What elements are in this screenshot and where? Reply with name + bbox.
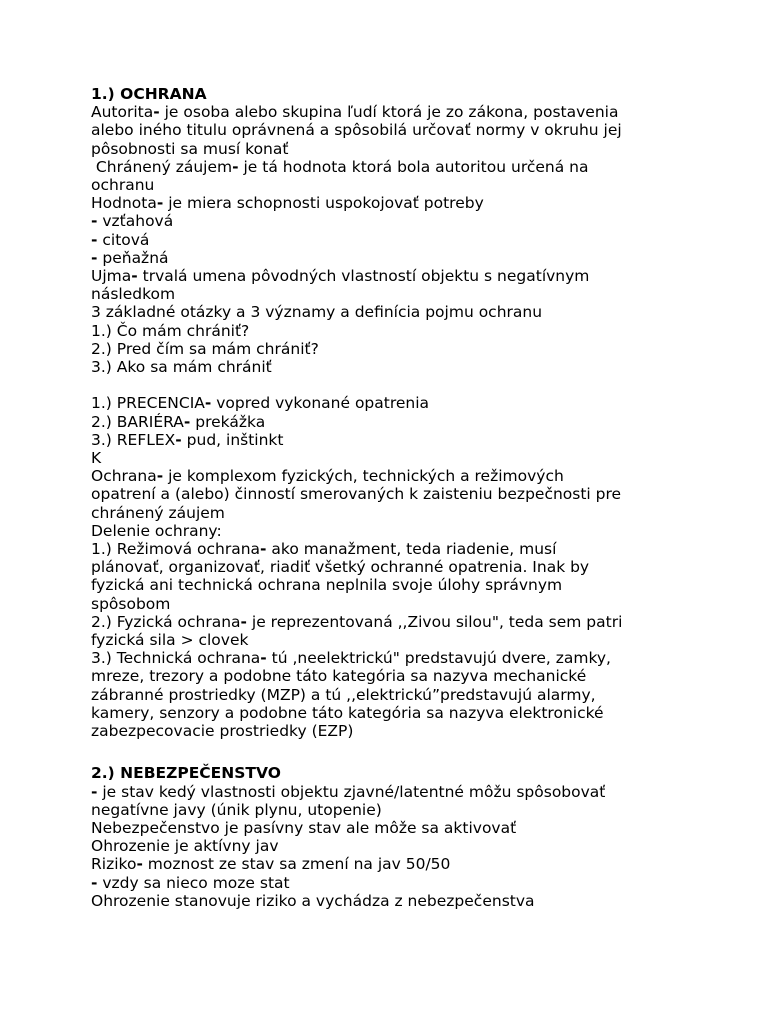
fyzicka-line-1: 2.) Fyzická ochrana- je reprezentovaná ,,Zivou silou", teda sem patri bbox=[91, 612, 623, 631]
term-riziko: Riziko bbox=[91, 855, 137, 874]
autorita-line-1: Autorita- je osoba alebo skupina ľudí ktorá je zo zákona, postavenia bbox=[91, 103, 619, 122]
term-hodnota: Hodnota bbox=[91, 194, 157, 213]
technicka-line-4: kamery, senzory a podobne táto kategória sa nazyva elektronické bbox=[91, 703, 604, 722]
stray-letter: K bbox=[91, 449, 102, 468]
rezimova-line-3: fyzická ani technická ochrana neplnila svoje úlohy správnym bbox=[91, 576, 563, 595]
delenie-ochrany: Delenie ochrany: bbox=[91, 521, 222, 540]
dash: - bbox=[91, 782, 98, 801]
nebezpecenstvo-def-line-1: - je stav kedý vlastnosti objektu zjavné/latentné môžu spôsobovať bbox=[91, 782, 606, 801]
section-heading-nebezpecenstvo: 2.) NEBEZPEČENSTVO bbox=[91, 764, 281, 783]
meaning-item: 3.) REFLEX- pud, inštinkt bbox=[91, 430, 284, 449]
technicka-line-5: zabezpecovacie prostriedky (EZP) bbox=[91, 722, 354, 741]
dash: - bbox=[260, 540, 267, 559]
ujma-line-2: následkom bbox=[91, 285, 176, 304]
question-item: 1.) Čo mám chrániť? bbox=[91, 321, 250, 340]
aktivny-jav-line: Ohrozenie je aktívny jav bbox=[91, 837, 279, 856]
technicka-line-2: mreze, trezory a podobne táto kategória sa nazyva mechanické bbox=[91, 667, 587, 686]
meaning-item: 2.) BARIÉRA- prekážka bbox=[91, 412, 266, 431]
hodnota-line: Hodnota- je miera schopnosti uspokojovať potreby bbox=[91, 194, 484, 213]
list-item: - vzťahová bbox=[91, 212, 174, 231]
term-fyzicka-ochrana: 2.) Fyzická ochrana bbox=[91, 612, 241, 631]
dash: - bbox=[91, 212, 98, 231]
dash: - bbox=[91, 873, 98, 892]
list-item: - vzdy sa nieco moze stat bbox=[91, 873, 290, 892]
dash: - bbox=[232, 157, 239, 176]
dash: - bbox=[91, 230, 98, 249]
autorita-line-3: pôsobnosti sa musí konať bbox=[91, 139, 289, 158]
fyzicka-line-2: fyzická sila > clovek bbox=[91, 631, 249, 650]
chraneny-zaujem-line-1: Chránený záujem- je tá hodnota ktorá bola autoritou určená na bbox=[91, 157, 589, 176]
dash: - bbox=[91, 248, 98, 267]
term-autorita: Autorita bbox=[91, 103, 154, 122]
term-chraneny-zaujem: Chránený záujem bbox=[91, 157, 233, 176]
rezimova-line-1: 1.) Režimová ochrana- ako manažment, teda riadenie, musí bbox=[91, 540, 557, 559]
autorita-line-2: alebo iného titulu oprávnená a spôsobilá určovať normy v okruhu jej bbox=[91, 121, 622, 140]
list-item: - citová bbox=[91, 230, 150, 249]
term-technicka-ochrana: 3.) Technická ochrana bbox=[91, 649, 261, 668]
final-line: Ohrozenie stanovuje riziko a vychádza z nebezpečenstva bbox=[91, 891, 535, 910]
questions-intro: 3 základné otázky a 3 významy a definícia pojmu ochranu bbox=[91, 303, 543, 322]
term-ujma: Ujma bbox=[91, 267, 132, 286]
riziko-line: Riziko- moznost ze stav sa zmení na jav 50/50 bbox=[91, 855, 451, 874]
term-rezimova-ochrana: 1.) Režimová ochrana bbox=[91, 540, 261, 559]
dash: - bbox=[260, 649, 267, 668]
dash: - bbox=[175, 430, 182, 449]
blank-line bbox=[91, 376, 711, 394]
rezimova-line-2: plánovať, organizovať, riadiť všetký ochranné opatrenia. Inak by bbox=[91, 558, 590, 577]
section-heading-ochrana: 1.) OCHRANA bbox=[91, 85, 207, 103]
ujma-line-1: Ujma- trvalá umena pôvodných vlastností objektu s negatívnym bbox=[91, 267, 590, 286]
meaning-item: 1.) PRECENCIA- vopred vykonané opatrenia bbox=[91, 394, 430, 413]
dash: - bbox=[136, 855, 143, 874]
dash: - bbox=[183, 412, 191, 431]
nebezpecenstvo-def-line-2: negatívne javy (únik plynu, utopenie) bbox=[91, 800, 382, 819]
list-item: - peňažná bbox=[91, 248, 169, 267]
ochrana-line-3: chránený záujem bbox=[91, 503, 225, 522]
term-ochrana: Ochrana bbox=[91, 467, 157, 486]
pasivny-stav-line: Nebezpečenstvo je pasívny stav ale môže sa aktivovať bbox=[91, 818, 517, 837]
document-page bbox=[91, 85, 711, 910]
question-item: 2.) Pred čím sa mám chrániť? bbox=[91, 339, 319, 358]
ochrana-line-2: opatrení a (alebo) činností smerovaných k zaisteniu bezpečnosti pre bbox=[91, 485, 622, 504]
question-item: 3.) Ako sa mám chrániť bbox=[91, 358, 272, 377]
ochrana-line-1: Ochrana- je komplexom fyzických, technických a režimových bbox=[91, 467, 564, 486]
dash: - bbox=[153, 103, 160, 122]
dash: - bbox=[131, 267, 138, 286]
dash: - bbox=[240, 612, 247, 631]
technicka-line-1: 3.) Technická ochrana- tú ,neelektrickú" predstavujú dvere, zamky, bbox=[91, 649, 611, 668]
rezimova-line-4: spôsobom bbox=[91, 594, 171, 613]
dash: - bbox=[156, 194, 164, 213]
dash: - bbox=[204, 394, 212, 413]
blank-line bbox=[91, 740, 711, 764]
technicka-line-3: zábranné prostriedky (MZP) a tú ,,elektrickú”predstavujú alarmy, bbox=[91, 685, 596, 704]
chraneny-zaujem-line-2: ochranu bbox=[91, 176, 155, 195]
dash: - bbox=[156, 467, 164, 486]
